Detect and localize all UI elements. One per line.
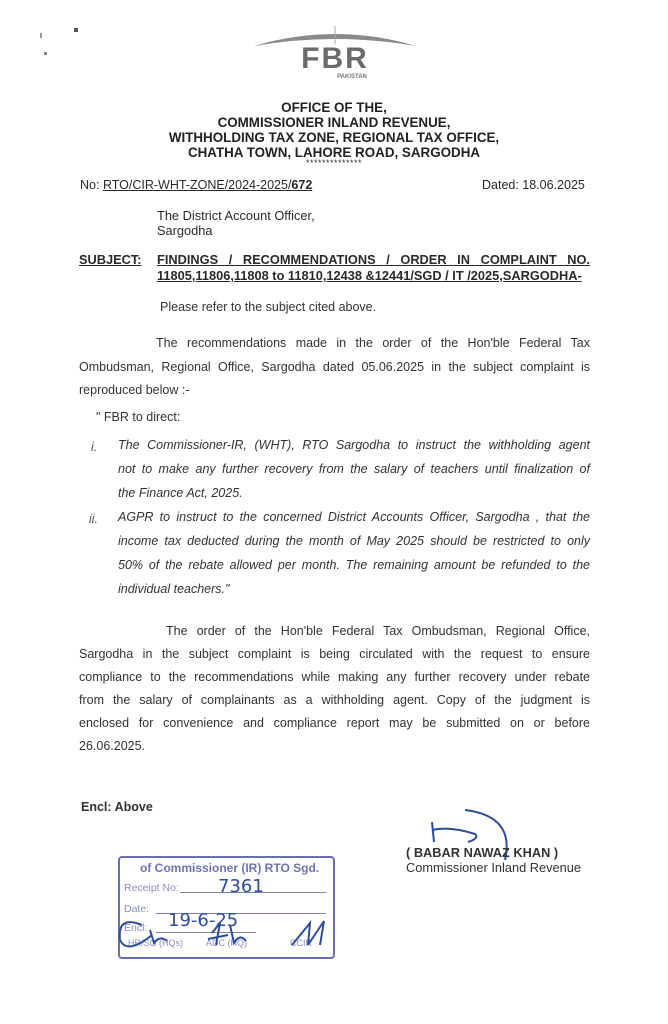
stamp-date-value: 19-6-25 [168,910,239,931]
subject-label: SUBJECT: [79,252,142,267]
stamp-receipt-label: Receipt No: [124,882,179,894]
item-2-marker: ii. [89,512,99,526]
stamp-footer-3: CCIR [290,938,312,948]
stamp-footer-2: ADC (HQ) [206,938,247,948]
reference-value [103,178,312,192]
stamp-initials [112,905,342,960]
para1-line-1: The recommendations made in the order of the Hon'ble Federal Tax [156,336,590,350]
stamp-title: of Commissioner (IR) RTO Sgd. [140,861,320,875]
item-2-line-2: income tax deducted during the month of May 2025 should be restricted to only [118,534,590,548]
header-stars: ************** [305,158,363,168]
item-1-line-3: the Finance Act, 2025. [118,486,243,500]
fbr-logo [252,24,418,80]
letter-date: Dated: 18.06.2025 [482,178,585,192]
item-2-line-3: 50% of the rebate allowed per month. The remaining amount be refunded to the [118,558,590,572]
item-2-line-1: AGPR to instruct to the concerned District Accounts Officer, Sargodha , that the [118,510,590,524]
item-1-line-2: not to make any further recovery from the salary of teachers until finalization of [118,462,590,476]
para2-line-3: compliance to the recommendations while making any further recovery under rebate [79,670,590,684]
para2-line-2: Sargodha in the subject complaint is being circulated with the request to ensure [79,647,590,661]
para2-line-4: from the salary of complainants as a withholding agent. Copy of the judgment is [79,693,590,707]
stamp-encl-label: Encl: [124,922,148,934]
para2-line-5: enclosed for convenience and compliance report may be submitted on or before [79,716,590,730]
stamp-footer-1: HR/SO (HQs) [128,938,183,948]
reference-prefix: RTO/CIR-WHT-ZONE/2024-2025/ [102,178,292,192]
para1-line-2: Ombudsman, Regional Office, Sargodha dated 05.06.2025 in the subject complaint is [79,360,590,374]
enclosure-note: Encl: Above [81,800,153,814]
reference-number [80,178,312,192]
office-title-line-1: OFFICE OF THE, [281,100,387,115]
para1-line-3: reproduced below :- [79,383,190,397]
para2-line-6: 26.06.2025. [79,739,146,753]
reference-suffix: 672 [291,178,313,192]
office-title-line-4: CHATHA TOWN, LAHORE ROAD, SARGODHA [187,145,481,160]
scan-specks [0,0,120,80]
item-1-line-1: The Commissioner-IR, (WHT), RTO Sargodha to instruct the withholding agent [118,438,590,452]
office-title-line-2: COMMISSIONER INLAND REVENUE, [217,115,451,130]
refer-line: Please refer to the subject cited above. [160,300,377,314]
addressee-line-1: The District Account Officer, [157,208,315,223]
quote-intro: " FBR to direct: [96,410,181,424]
item-1-marker: i. [91,440,98,454]
signatory-name: ( BABAR NAWAZ KHAN ) [406,845,559,860]
stamp-receipt-value: 7361 [218,876,264,897]
subject-text [157,252,590,284]
reference-label: No: [80,178,100,192]
logo-subtext: PAKISTAN [337,74,367,80]
office-title-line-3: WITHHOLDING TAX ZONE, REGIONAL TAX OFFICE, [168,130,500,145]
item-2-line-4: individual teachers." [118,582,230,596]
signatory-designation: Commissioner Inland Revenue [406,860,581,875]
logo-text: FBR [301,42,369,75]
para2-line-1: The order of the Hon'ble Federal Tax Ombudsman, Regional Office, [166,624,590,638]
addressee-line-2: Sargodha [157,223,213,238]
stamp-date-label: Date: [124,903,150,915]
subject-line-1: FINDINGS / RECOMMENDATIONS / ORDER IN COMPLAINT NO. [157,252,590,267]
subject-line-2: 11805,11806,11808 to 11810,12438 &12441/SGD / IT /2025,SARGODHA- [157,268,582,283]
